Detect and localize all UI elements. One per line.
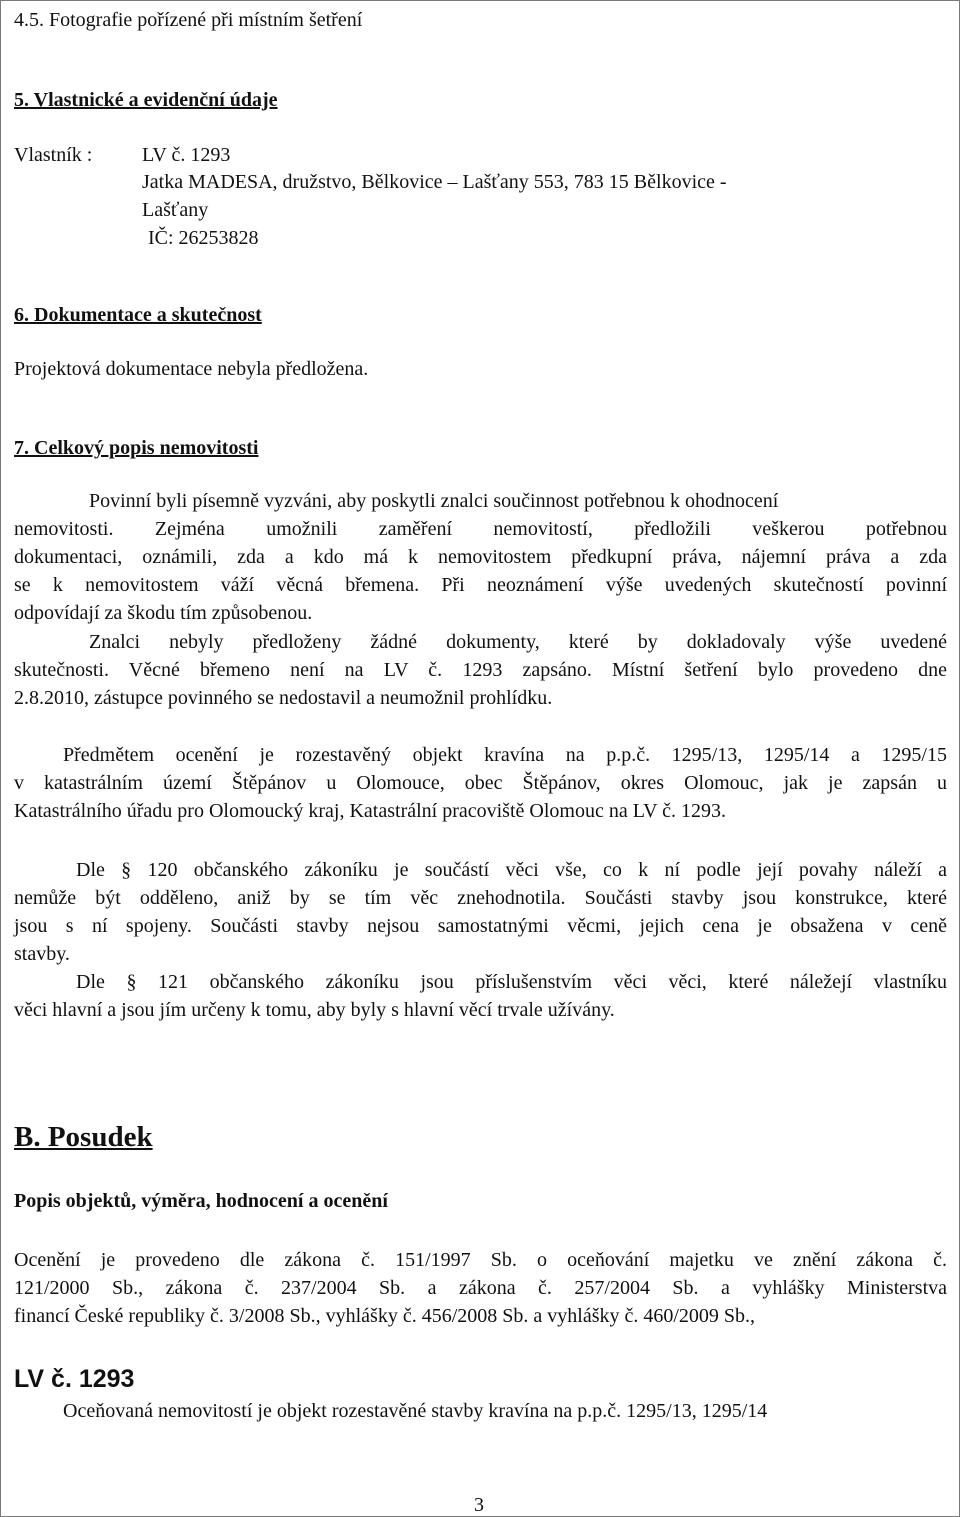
- paragraph-line: Ocenění je provedeno dle zákona č. 151/1997 Sb. o oceňování majetku ve znění zákona č.: [14, 1249, 947, 1271]
- paragraph-line: Znalci nebyly předloženy žádné dokumenty, které by dokladovaly výše uvedené: [89, 631, 947, 653]
- paragraph-line: věci hlavní a jsou jím určeny k tomu, aby byly s hlavní věcí trvale užívány.: [14, 999, 615, 1021]
- owner-name-line2: Lašťany: [142, 199, 209, 221]
- section-6-text: Projektová dokumentace nebyla předložena.: [14, 358, 369, 380]
- paragraph-line: Povinní byli písemně vyzváni, aby poskytli znalci součinnost potřebnou k ohodnocení: [89, 490, 779, 512]
- paragraph-line: Katastrálního úřadu pro Olomoucký kraj, Katastrální pracoviště Olomouc na LV č. 1293.: [14, 800, 727, 822]
- paragraph-line: Předmětem ocenění je rozestavěný objekt kravína na p.p.č. 1295/13, 1295/14 a 1295/15: [63, 744, 947, 766]
- page-number: 3: [474, 1494, 484, 1516]
- section-7-heading: 7. Celkový popis nemovitosti: [14, 437, 259, 459]
- paragraph-line: Dle § 121 občanského zákoníku jsou příslušenstvím věci věci, které náležejí vlastníku: [76, 971, 947, 993]
- paragraph-line: nemůže být odděleno, aniž by se tím věc znehodnotila. Součásti stavby jsou konstrukce, které: [14, 887, 947, 909]
- section-6-heading: 6. Dokumentace a skutečnost: [14, 304, 262, 326]
- paragraph-line: nemovitosti. Zejména umožnili zaměření nemovitostí, předložili veškerou potřebnou: [14, 518, 947, 540]
- lv-heading: LV č. 1293: [14, 1365, 135, 1393]
- section-b-heading: B. Posudek: [14, 1121, 153, 1153]
- owner-lv: LV č. 1293: [142, 144, 231, 166]
- paragraph-line: 121/2000 Sb., zákona č. 237/2004 Sb. a zákona č. 257/2004 Sb. a vyhlášky Ministerstva: [14, 1277, 947, 1299]
- owner-name-line1: Jatka MADESA, družstvo, Bělkovice – Lašťany 553, 783 15 Bělkovice -: [142, 171, 727, 193]
- paragraph-line: Dle § 120 občanského zákoníku je součástí věci vše, co k ní podle její povahy náleží a: [76, 859, 947, 881]
- paragraph-line: financí České republiky č. 3/2008 Sb., vyhlášky č. 456/2008 Sb. a vyhlášky č. 460/2009 Sb.,: [14, 1305, 756, 1327]
- section-5-heading: 5. Vlastnické a evidenční údaje: [14, 89, 278, 111]
- lv-description: Oceňovaná nemovitostí je objekt rozestavěné stavby kravína na p.p.č. 1295/13, 1295/14: [63, 1400, 768, 1422]
- section-4-5-title: 4.5. Fotografie pořízené při místním šetření: [14, 9, 363, 31]
- paragraph-line: jsou s ní spojeny. Součásti stavby nejsou samostatnými věcmi, jejich cena je obsažena v ceně: [14, 915, 947, 937]
- paragraph-line: v katastrálním území Štěpánov u Olomouce, obec Štěpánov, okres Olomouc, jak je zapsán u: [14, 772, 947, 794]
- paragraph-line: odpovídají za škodu tím způsobenou.: [14, 602, 313, 624]
- paragraph-line: stavby.: [14, 943, 70, 965]
- paragraph-line: 2.8.2010, zástupce povinného se nedostavil a neumožnil prohlídku.: [14, 687, 553, 709]
- owner-ico: IČ: 26253828: [148, 227, 259, 249]
- owner-label: Vlastník :: [14, 144, 93, 166]
- paragraph-line: dokumentaci, oznámili, zda a kdo má k nemovitostem předkupní práva, nájemní práva a zda: [14, 546, 947, 568]
- paragraph-line: se k nemovitostem váží věcná břemena. Při neoznámení výše uvedených skutečností povinní: [14, 574, 947, 596]
- section-b-subheading: Popis objektů, výměra, hodnocení a ocenění: [14, 1190, 388, 1212]
- paragraph-line: skutečnosti. Věcné břemeno není na LV č. 1293 zapsáno. Místní šetření bylo provedeno dne: [14, 659, 947, 681]
